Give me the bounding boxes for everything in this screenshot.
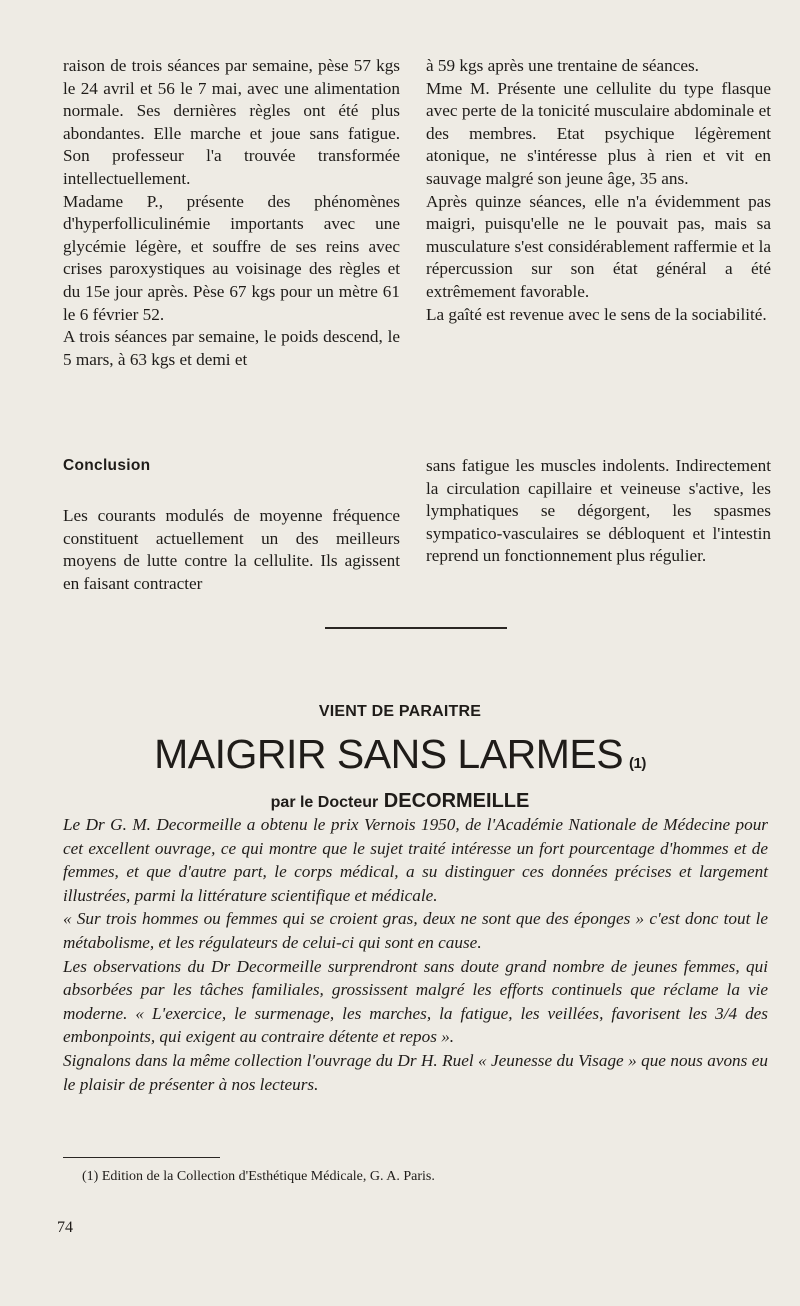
paragraph: Après quinze séances, elle n'a évidemment pas maigri, puisqu'elle ne le pouvait pas, mais sa musculature s'est considérablement raffermie et la répercussion sur son état général a été extrêmement favorable.	[426, 191, 771, 301]
page-number: 74	[57, 1219, 73, 1236]
review-paragraph: « Sur trois hommes ou femmes qui se croient gras, deux ne sont que des éponges » c'est donc tout le métabolisme, et les régulateurs de celui-ci qui sont en cause.	[63, 909, 768, 952]
review-paragraph: Signalons dans la même collection l'ouvrage du Dr H. Ruel « Jeunesse du Visage » que nous avons eu le plaisir de présenter à nos lecteurs.	[63, 1050, 768, 1094]
paragraph: Madame P., présente des phénomènes d'hyperfolliculinémie importants avec une glycémie légère, et souffre de ses reins avec crises paroxystiques au voisinage des règles et du 15e jour après. Pèse 67 kgs pour un mètre 61 le 6 février 52.	[63, 191, 400, 324]
book-title	[0, 730, 800, 788]
left-column-top	[63, 55, 400, 371]
footnote-marker: (1)	[629, 755, 646, 772]
right-column-top	[426, 55, 771, 326]
paragraph: raison de trois séances par semaine, pèse 57 kgs le 24 avril et 56 le 7 mai, avec une alimentation normale. Ses dernières règles ont été plus abondantes. Elle marche et joue sans fatigue. Son professeur l'a trouvée transformée intellectuellement.	[63, 56, 400, 188]
review-paragraph: Le Dr G. M. Decormeille a obtenu le prix Vernois 1950, de l'Académie Nationale de Médecine pour cet excellent ouvrage, ce qui montre que le sujet traité intéresse un fort pourcentage d'hommes et de femmes, et que d'autre part, le corps médical, a su distinguer ces données précises et largement illustrées, parmi la littérature scientifique et médicale.	[63, 815, 768, 905]
book-author	[0, 790, 800, 813]
book-review	[63, 813, 768, 1096]
paragraph: Mme M. Présente une cellulite du type flasque avec perte de la tonicité musculaire abdominale et des membres. Etat psychique légèrement atonique, ne s'intéresse plus à rien et vit en sauvage malgré son jeune âge, 35 ans.	[426, 78, 771, 188]
review-paragraph: Les observations du Dr Decormeille surprendront sans doute grand nombre de jeunes femmes, qui absorbées par les tâches familiales, grossissent malgré les efforts continuels que réclame la vie moderne. « L'exercice, le surmenage, les marches, la fatigue, les veillées, favorisent les 3/4 des embonpoints, qui exigent au contraire détente et repos ».	[63, 956, 768, 1047]
book-title-text: MAIGRIR SANS LARMES	[154, 731, 624, 777]
author-name: DECORMEILLE	[383, 790, 530, 812]
paragraph: La gaîté est revenue avec le sens de la sociabilité.	[426, 304, 767, 324]
footnote: (1) Edition de la Collection d'Esthétique Médicale, G. A. Paris.	[82, 1169, 435, 1184]
author-prefix: par le Docteur	[270, 794, 379, 811]
conclusion-heading: Conclusion	[63, 457, 151, 474]
paragraph: sans fatigue les muscles indolents. Indirectement la circulation capillaire et veineuse s'active, les lymphatiques se dégorgent, les spasmes sympatico-vasculaires se débloquent et l'intestin reprend un fonctionnement plus régulier.	[426, 456, 771, 566]
announcement-kicker: VIENT DE PARAITRE	[318, 703, 482, 720]
conclusion-text-left	[63, 505, 400, 595]
paragraph: Les courants modulés de moyenne fréquence constituent actuellement un des meilleurs moyens de lutte contre la cellulite. Ils agissent en faisant contracter	[63, 506, 400, 593]
paragraph: à 59 kgs après une trentaine de séances.	[426, 56, 699, 75]
section-divider	[325, 627, 507, 629]
footnote-rule	[63, 1157, 220, 1158]
conclusion-text-right	[426, 455, 771, 568]
paragraph: A trois séances par semaine, le poids descend, le 5 mars, à 63 kgs et demi et	[63, 327, 400, 369]
